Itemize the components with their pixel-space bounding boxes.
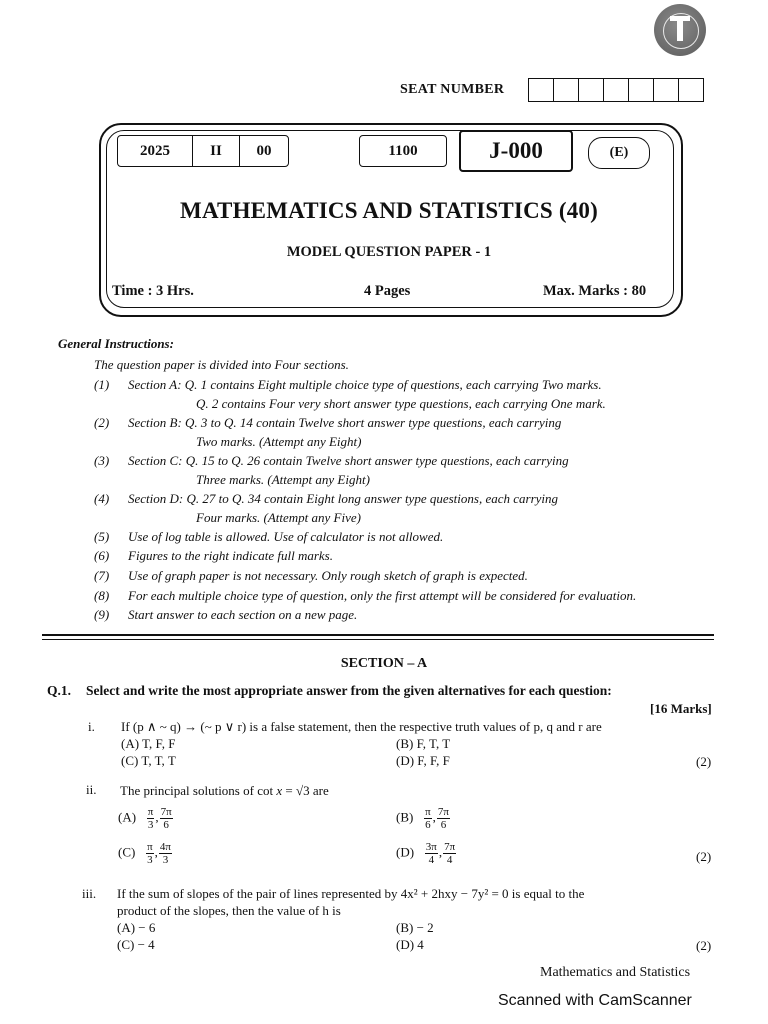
marks: (2) bbox=[696, 938, 712, 953]
sub-question-text: If the sum of slopes of the pair of lines represented by 4x² + 2hxy − 7y² = 0 is equal to the bbox=[117, 886, 585, 901]
board-logo bbox=[654, 4, 706, 56]
instruction-item: (5) Use of log table is allowed. Use of calculator is not allowed. bbox=[94, 529, 444, 544]
scanner-watermark: Scanned with CamScanner bbox=[498, 992, 692, 1009]
instruction-item: (7) Use of graph paper is not necessary. Only rough sketch of graph is expected. bbox=[94, 568, 528, 583]
instructions-heading: General Instructions: bbox=[58, 336, 174, 351]
option-c: (C) T, T, T bbox=[121, 753, 176, 768]
page-footer-subject: Mathematics and Statistics bbox=[540, 965, 691, 980]
divider bbox=[42, 639, 714, 640]
instructions-intro: The question paper is divided into Four sections. bbox=[94, 357, 349, 372]
zero-code: 00 bbox=[239, 136, 288, 166]
instruction-item: (1) Section A: Q. 1 contains Eight multiple choice type of questions, each carrying Two marks. Q. 2 contains Four very short answer type questions, each carrying One mark. bbox=[94, 377, 606, 411]
sub-question-text: The principal solutions of cot x = √3 are bbox=[120, 783, 329, 798]
option-b: (B) $\frac{\pi}{6}$ , $\frac{7\pi}{6}$ bbox=[396, 806, 449, 831]
divider bbox=[42, 634, 714, 636]
option-c: (C) − 4 bbox=[117, 937, 155, 952]
instruction-item: (8) For each multiple choice type of question, only the first attempt will be considered for evaluation. bbox=[94, 588, 637, 603]
option-d: (D) 4 bbox=[396, 937, 424, 952]
instruction-item: (3) Section C: Q. 15 to Q. 26 contain Twelve short answer type questions, each carrying Three marks. (Attempt any Eight) bbox=[94, 453, 569, 487]
option-a: (A) − 6 bbox=[117, 920, 156, 935]
seat-number-label: SEAT NUMBER bbox=[400, 82, 505, 97]
option-c: (C) $\frac{\pi}{3}$ , $\frac{4\pi}{3}$ bbox=[118, 841, 171, 866]
marks: (2) bbox=[696, 754, 712, 769]
marks: (2) bbox=[696, 849, 712, 864]
question-instruction: Select and write the most appropriate answer from the given alternatives for each question: bbox=[86, 683, 612, 698]
pages-info: 4 Pages bbox=[364, 283, 411, 299]
paper-title: MATHEMATICS AND STATISTICS (40) bbox=[180, 198, 598, 223]
code-box-group bbox=[117, 135, 289, 167]
sub-question-number: iii. bbox=[82, 886, 97, 901]
option-b: (B) − 2 bbox=[396, 920, 434, 935]
option-d: (D) F, F, F bbox=[396, 753, 450, 768]
option-a: (A) $\frac{\pi}{3}$ , $\frac{7\pi}{6}$ bbox=[118, 806, 172, 831]
language-code: (E) bbox=[588, 137, 650, 169]
roman-code: II bbox=[192, 136, 239, 166]
instruction-item: (6) Figures to the right indicate full marks. bbox=[94, 548, 333, 563]
option-a: (A) T, F, F bbox=[121, 736, 176, 751]
max-marks-info: Max. Marks : 80 bbox=[543, 283, 647, 299]
paper-subtitle: MODEL QUESTION PAPER - 1 bbox=[286, 244, 492, 260]
option-d: (D) $\frac{3\pi}{4}$ , $\frac{7\pi}{4}$ bbox=[396, 841, 456, 866]
sub-question-text-cont: product of the slopes, then the value of h is bbox=[117, 903, 341, 918]
question-number: Q.1. bbox=[47, 683, 72, 698]
instruction-item: (9) Start answer to each section on a new page. bbox=[94, 607, 358, 622]
number-code: 1100 bbox=[359, 135, 447, 167]
instruction-item: (4) Section D: Q. 27 to Q. 34 contain Eight long answer type questions, each carrying Four marks. (Attempt any Five) bbox=[94, 491, 559, 525]
sub-question-text: If (p ∧ ~ q) → (~ p ∨ r) is a false statement, then the respective truth values of p, q and r are bbox=[121, 719, 602, 734]
paper-code: J-000 bbox=[459, 130, 573, 172]
sub-question-number: i. bbox=[88, 719, 95, 734]
year-code: 2025 bbox=[140, 142, 170, 159]
option-b: (B) F, T, T bbox=[396, 736, 451, 751]
marks-total: [16 Marks] bbox=[650, 701, 712, 716]
sub-question-number: ii. bbox=[86, 782, 97, 797]
time-info: Time : 3 Hrs. bbox=[112, 283, 194, 299]
seat-number-boxes bbox=[528, 78, 704, 102]
section-title: SECTION – A bbox=[340, 656, 428, 671]
instruction-item: (2) Section B: Q. 3 to Q. 14 contain Twelve short answer type questions, each carrying Two marks. (Attempt any Eight) bbox=[94, 415, 562, 449]
